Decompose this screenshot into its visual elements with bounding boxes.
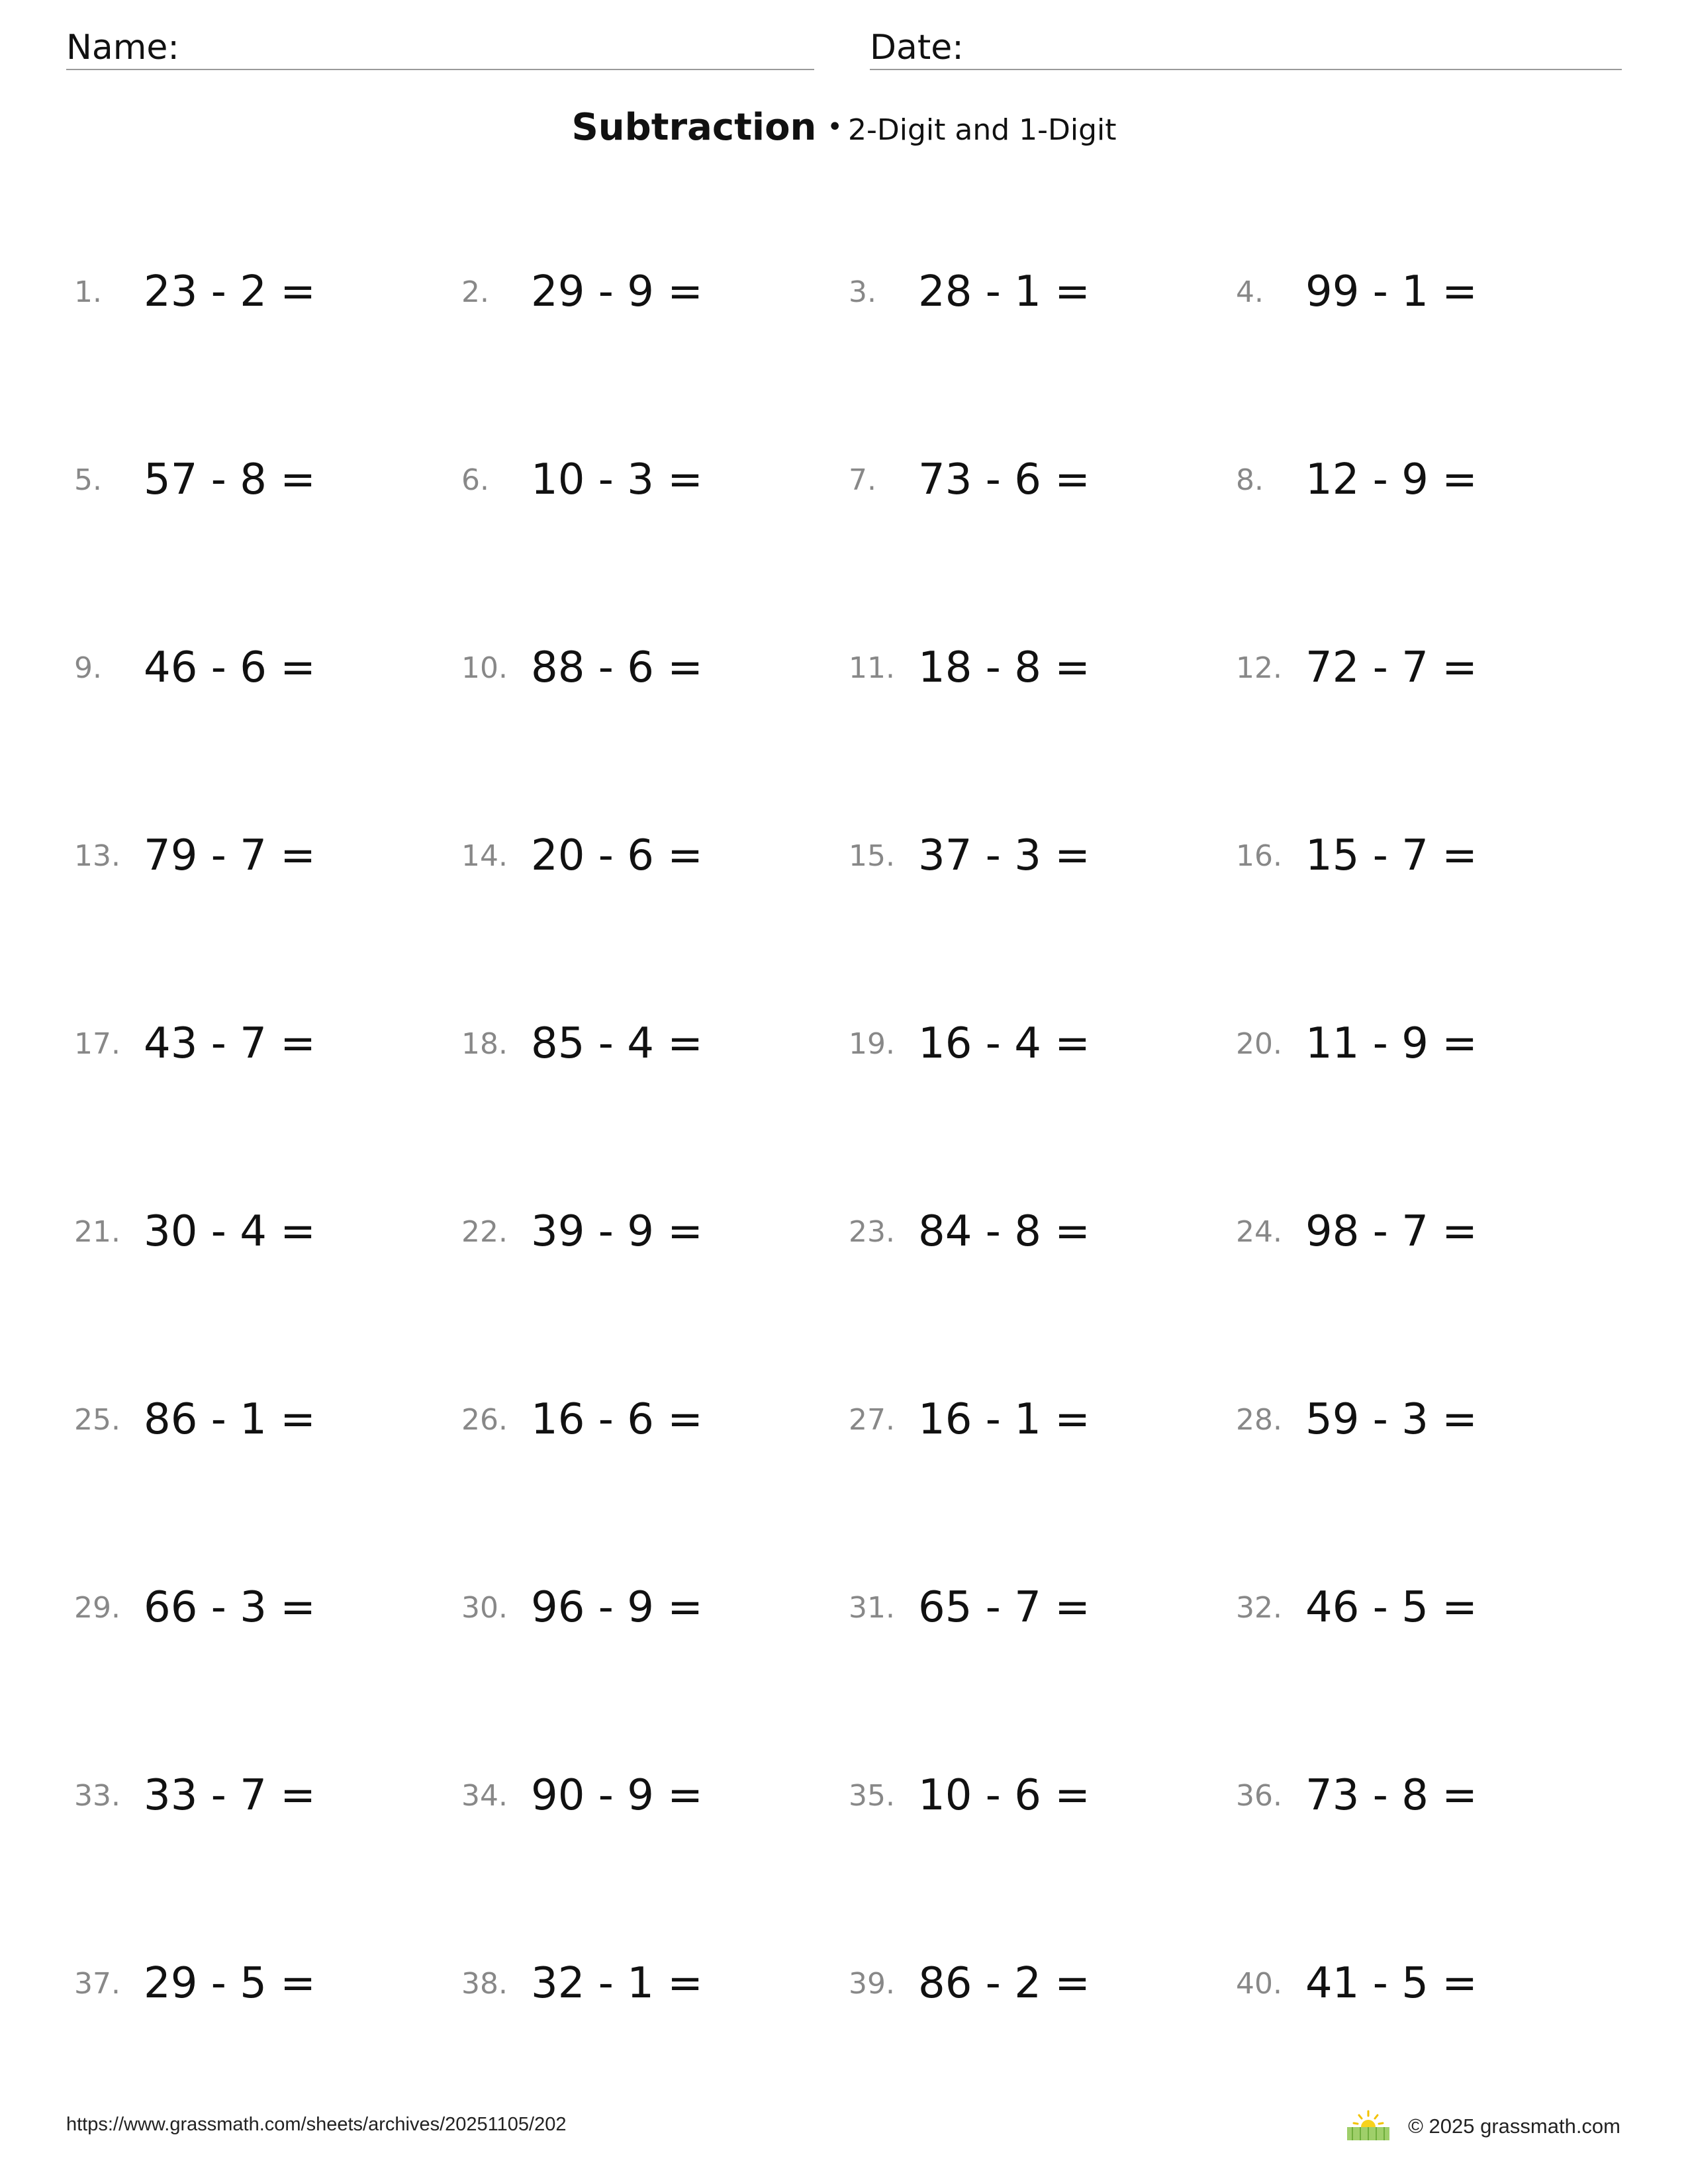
problem-number: 1. [74,275,102,309]
problem-number: 25. [74,1402,120,1437]
problem-expression: 20 - 6 = [531,831,703,880]
problem-expression: 86 - 2 = [918,1959,1090,2008]
problem-number: 27. [849,1402,895,1437]
problem-number: 16. [1236,839,1282,873]
problem-number: 31. [849,1590,895,1625]
problem-number: 18. [461,1026,508,1061]
problem-expression: 41 - 5 = [1305,1959,1477,2008]
problem-item [849,1769,1090,1822]
problem-expression: 96 - 9 = [531,1583,703,1632]
problem-item [74,641,316,694]
problem-expression: 32 - 1 = [531,1959,703,2008]
problem-number: 10. [461,651,508,685]
problem-item [1236,453,1477,506]
problem-expression: 65 - 7 = [918,1583,1090,1632]
problem-number: 24. [1236,1214,1282,1249]
problem-item [849,1205,1090,1258]
problem-item [1236,641,1477,694]
problem-expression: 18 - 8 = [918,643,1090,692]
problem-item [1236,1393,1477,1446]
problem-expression: 57 - 8 = [144,455,316,504]
problem-number: 5. [74,463,102,497]
problem-expression: 90 - 9 = [531,1771,703,1820]
problem-item [1236,1769,1477,1822]
problem-number: 32. [1236,1590,1282,1625]
problem-number: 17. [74,1026,120,1061]
problem-expression: 46 - 5 = [1305,1583,1477,1632]
problem-item [849,641,1090,694]
date-field[interactable] [870,26,1622,70]
problem-item [461,1017,703,1070]
problem-item [849,1957,1090,2010]
problem-expression: 37 - 3 = [918,831,1090,880]
problem-item [461,1769,703,1822]
problem-item [461,453,703,506]
problem-number: 3. [849,275,876,309]
problem-number: 38. [461,1966,508,2001]
problem-number: 37. [74,1966,120,2001]
problem-number: 20. [1236,1026,1282,1061]
problem-expression: 86 - 1 = [144,1395,316,1444]
problem-expression: 79 - 7 = [144,831,316,880]
problem-number: 34. [461,1778,508,1813]
problem-item [461,1581,703,1634]
problem-expression: 39 - 9 = [531,1207,703,1256]
problem-item [74,829,316,882]
problem-number: 26. [461,1402,508,1437]
problem-expression: 84 - 8 = [918,1207,1090,1256]
problem-number: 28. [1236,1402,1282,1437]
problem-number: 39. [849,1966,895,2001]
problem-number: 33. [74,1778,120,1813]
problem-number: 9. [74,651,102,685]
problem-expression: 33 - 7 = [144,1771,316,1820]
problem-expression: 66 - 3 = [144,1583,316,1632]
problem-number: 12. [1236,651,1282,685]
problem-expression: 30 - 4 = [144,1207,316,1256]
name-field[interactable] [66,26,814,70]
problem-item [74,1769,316,1822]
problem-item [1236,1017,1477,1070]
problem-item [849,1017,1090,1070]
problem-number: 36. [1236,1778,1282,1813]
problem-number: 30. [461,1590,508,1625]
problem-expression: 29 - 5 = [144,1959,316,2008]
problem-number: 6. [461,463,489,497]
problem-expression: 73 - 8 = [1305,1771,1477,1820]
problem-expression: 46 - 6 = [144,643,316,692]
problem-item [461,1205,703,1258]
problem-expression: 23 - 2 = [144,267,316,316]
problem-item [74,1017,316,1070]
sun-over-grass-icon [1344,2109,1392,2144]
problem-number: 4. [1236,275,1264,309]
problem-item [849,829,1090,882]
problem-item [74,1393,316,1446]
problem-item [1236,829,1477,882]
problem-number: 23. [849,1214,895,1249]
date-label: Date: [870,28,964,68]
problem-item [74,1205,316,1258]
problem-item [461,829,703,882]
problem-item [1236,265,1477,318]
problem-expression: 10 - 3 = [531,455,703,504]
problem-item [461,1393,703,1446]
title-main: Subtraction [571,106,817,149]
problem-number: 14. [461,839,508,873]
problem-number: 13. [74,839,120,873]
problem-item [74,453,316,506]
problem-item [74,1957,316,2010]
problem-expression: 16 - 6 = [531,1395,703,1444]
problem-expression: 15 - 7 = [1305,831,1477,880]
problem-expression: 16 - 4 = [918,1019,1090,1068]
title-separator: • [827,112,843,142]
footer-copyright: © 2025 grassmath.com [1408,2115,1620,2138]
problem-number: 22. [461,1214,508,1249]
problem-number: 29. [74,1590,120,1625]
problem-expression: 73 - 6 = [918,455,1090,504]
problem-item [461,641,703,694]
problem-number: 15. [849,839,895,873]
problem-expression: 59 - 3 = [1305,1395,1477,1444]
problem-expression: 28 - 1 = [918,267,1090,316]
problem-number: 11. [849,651,895,685]
problem-item [1236,1581,1477,1634]
problem-number: 21. [74,1214,120,1249]
problem-expression: 16 - 1 = [918,1395,1090,1444]
problem-expression: 72 - 7 = [1305,643,1477,692]
title-subtitle: 2-Digit and 1-Digit [848,113,1117,147]
problem-expression: 29 - 9 = [531,267,703,316]
problem-expression: 10 - 6 = [918,1771,1090,1820]
worksheet-title [0,106,1688,149]
problem-item [849,1393,1090,1446]
problem-item [849,265,1090,318]
problem-item [849,453,1090,506]
name-label: Name: [66,28,179,68]
footer-url: https://www.grassmath.com/sheets/archives/20251105/202 [66,2114,567,2135]
problem-number: 19. [849,1026,895,1061]
problem-item [1236,1205,1477,1258]
problem-item [461,1957,703,2010]
problem-expression: 98 - 7 = [1305,1207,1477,1256]
footer-brand [1344,2109,1620,2144]
problem-number: 8. [1236,463,1264,497]
problem-expression: 99 - 1 = [1305,267,1477,316]
problem-number: 2. [461,275,489,309]
problem-expression: 11 - 9 = [1305,1019,1477,1068]
problem-expression: 12 - 9 = [1305,455,1477,504]
problem-number: 7. [849,463,876,497]
problem-expression: 85 - 4 = [531,1019,703,1068]
problem-item [849,1581,1090,1634]
problem-number: 40. [1236,1966,1282,2001]
problem-expression: 43 - 7 = [144,1019,316,1068]
problem-item [74,1581,316,1634]
problem-item [74,265,316,318]
problem-number: 35. [849,1778,895,1813]
problem-item [1236,1957,1477,2010]
problem-expression: 88 - 6 = [531,643,703,692]
problem-item [461,265,703,318]
